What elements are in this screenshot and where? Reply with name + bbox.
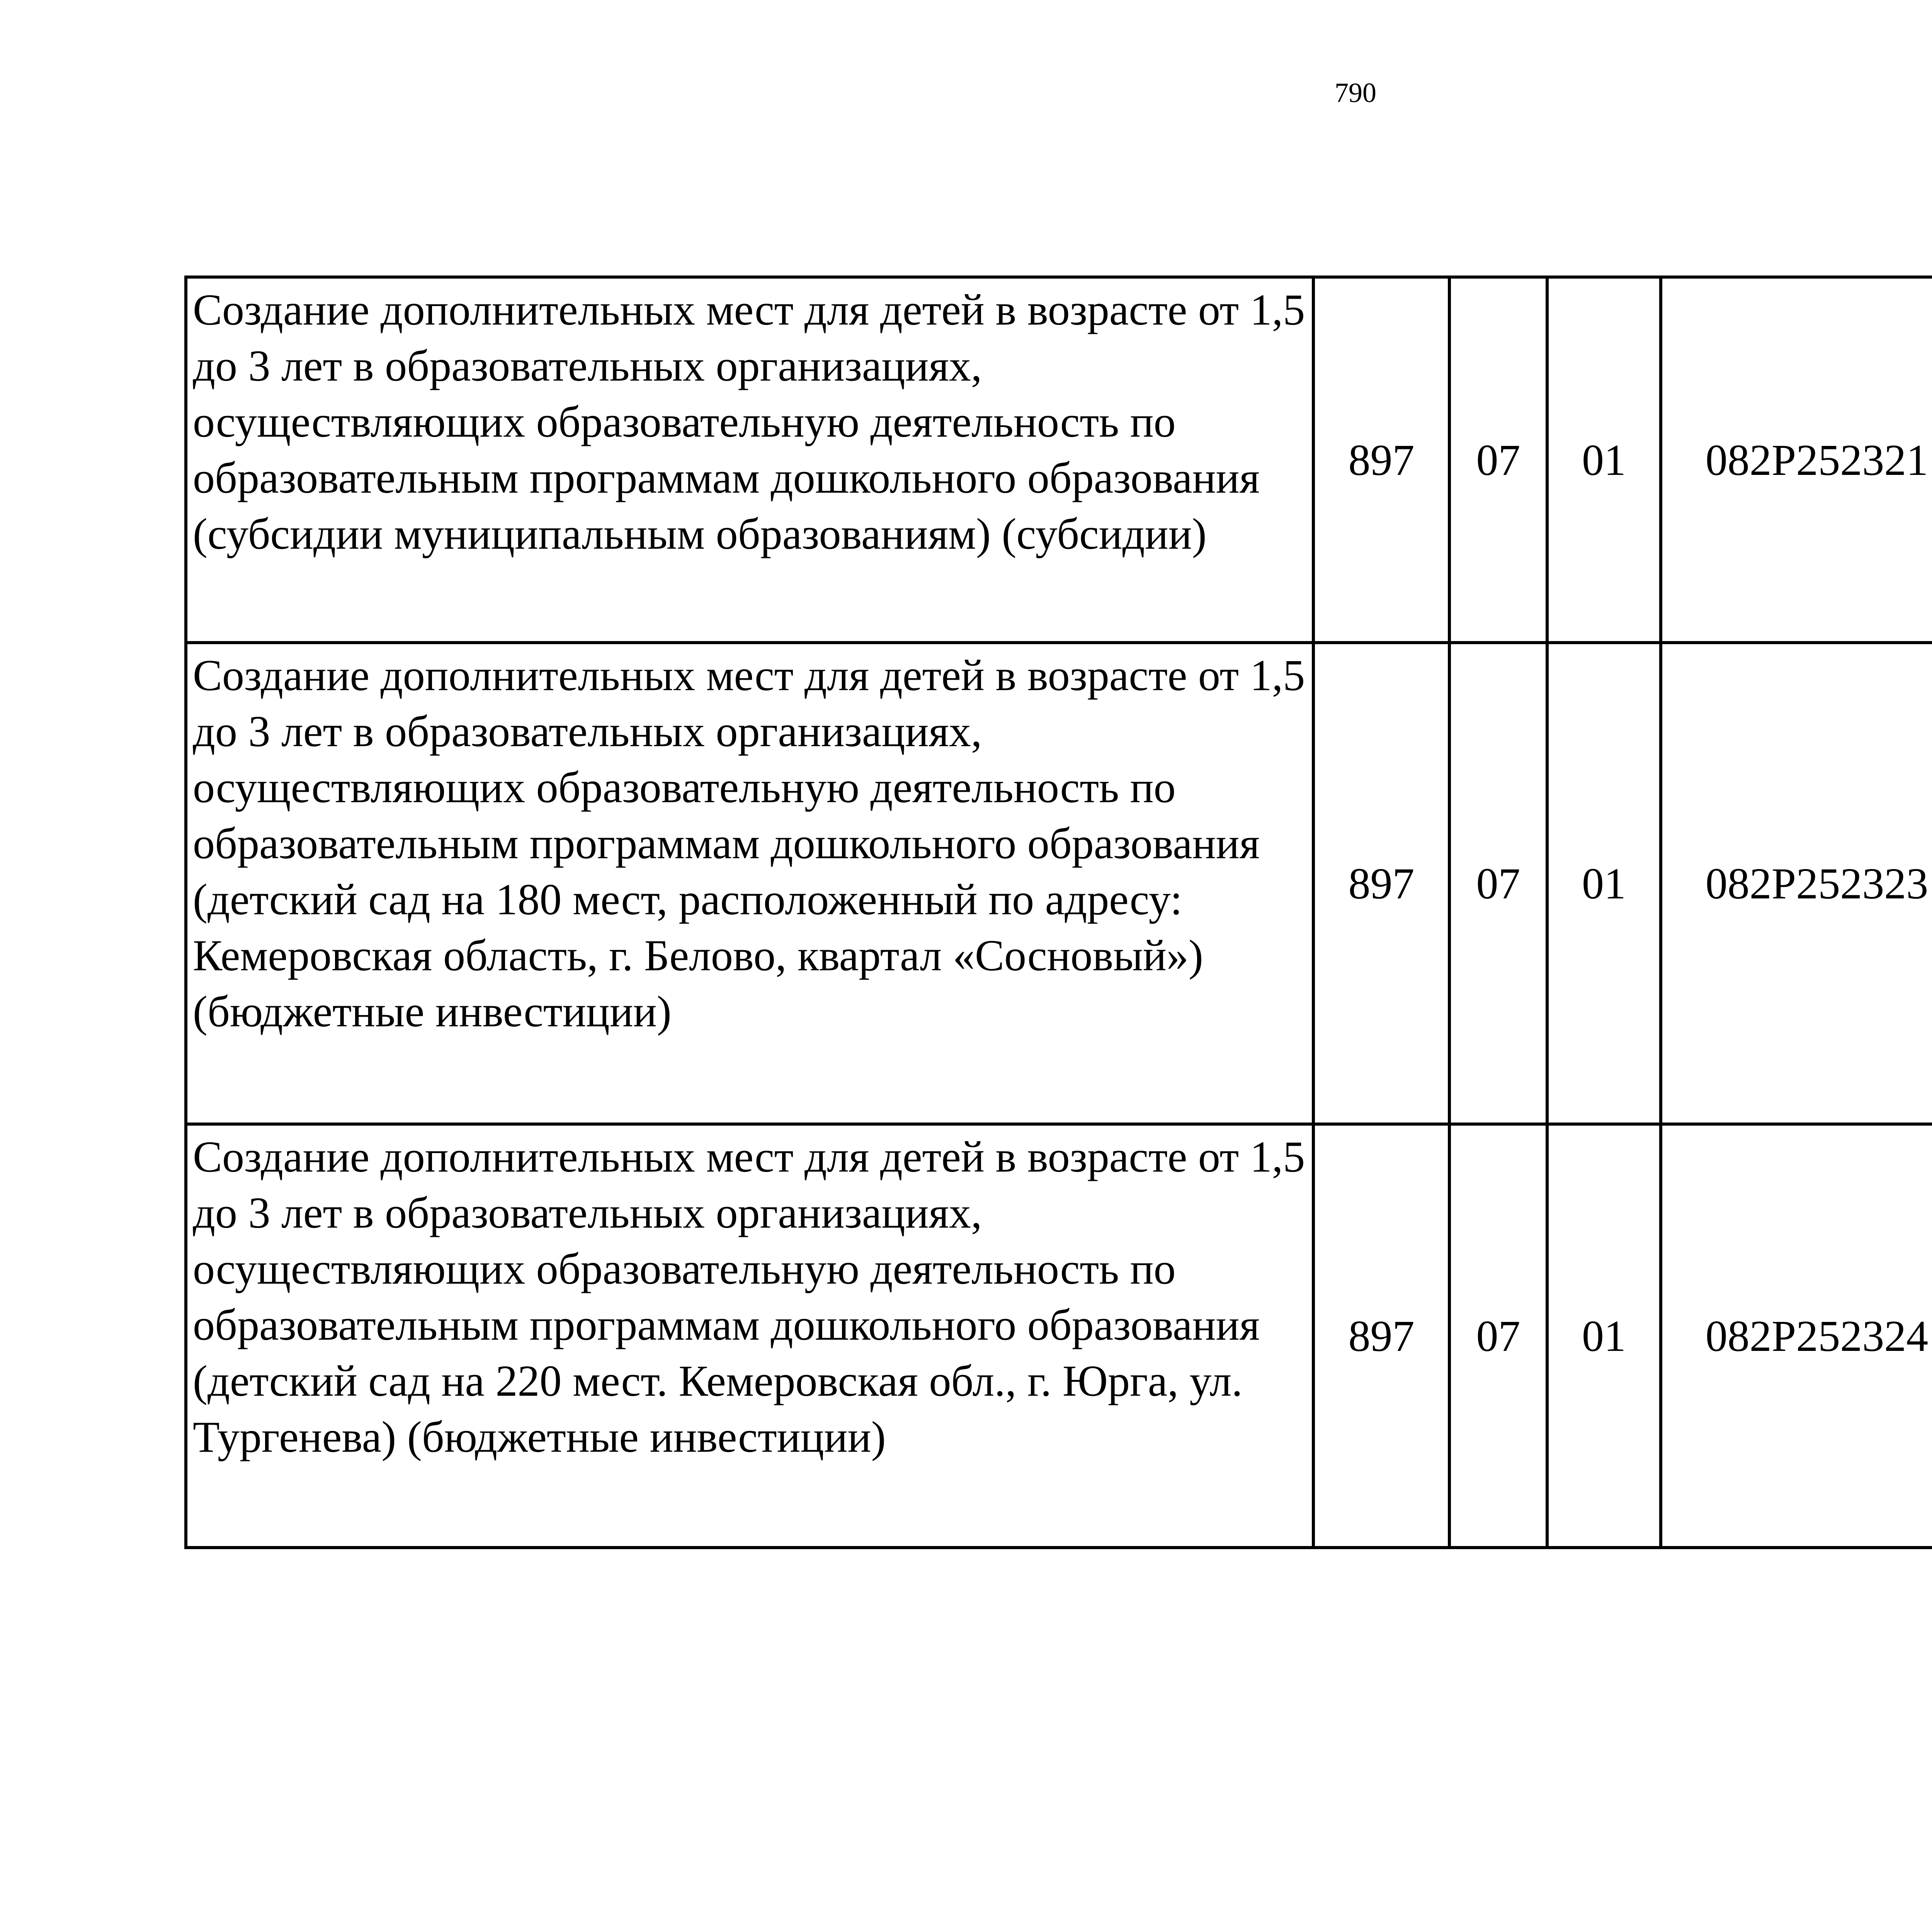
subsection-code: 01 [1547,277,1661,643]
ministry-code: 897 [1313,277,1449,643]
section-code: 07 [1449,1124,1547,1548]
section-code: 07 [1449,277,1547,643]
target-article-code: 082P252324 [1661,1124,1932,1548]
ministry-code: 897 [1313,643,1449,1124]
row-description: Создание дополнительных мест для детей в возрасте от 1,5 до 3 лет в образовательных организациях, осуществляющих образовательную деятельность по образовательным программам дошкольного образования (субсидии муниципальным образованиям) (субсидии) [186,277,1313,643]
row-description: Создание дополнительных мест для детей в возрасте от 1,5 до 3 лет в образовательных организациях, осуществляющих образовательную деятельность по образовательным программам дошкольного образования (детский сад на 180 мест, расположенный по адресу: Кемеровская область, г. Белово, квартал «Сосновый») (бюджетные инвестиции) [186,643,1313,1124]
budget-table [184,276,1932,1549]
target-article-code: 082P252321 [1661,277,1932,643]
row-description: Создание дополнительных мест для детей в возрасте от 1,5 до 3 лет в образовательных организациях, осуществляющих образовательную деятельность по образовательным программам дошкольного образования (детский сад на 220 мест. Кемеровская обл., г. Юрга, ул. Тургенева) (бюджетные инвестиции) [186,1124,1313,1548]
table-row [186,277,1932,643]
section-code: 07 [1449,643,1547,1124]
table-row [186,1124,1932,1548]
subsection-code: 01 [1547,643,1661,1124]
target-article-code: 082P252323 [1661,643,1932,1124]
subsection-code: 01 [1547,1124,1661,1548]
ministry-code: 897 [1313,1124,1449,1548]
page-number: 790 [1335,77,1376,108]
table-row [186,643,1932,1124]
